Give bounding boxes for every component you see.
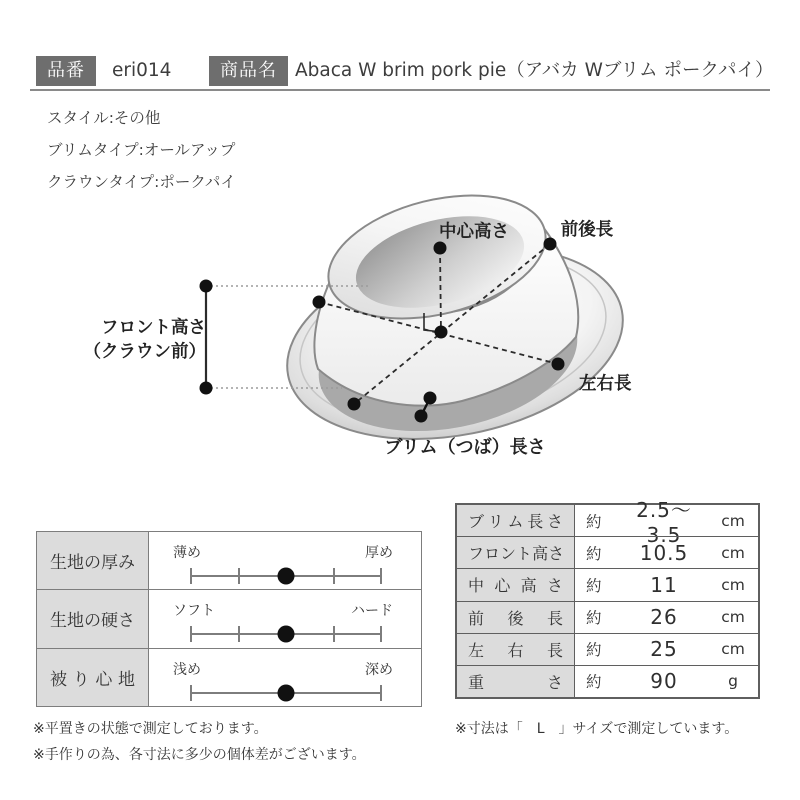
left-right-label: 左右長 bbox=[579, 374, 632, 394]
slider-max-label: ハード bbox=[351, 603, 393, 620]
slider-tick bbox=[190, 685, 192, 701]
measurement-unit: cm bbox=[721, 511, 745, 530]
slider-value-dot bbox=[278, 626, 295, 643]
measurement-value: 90 bbox=[650, 669, 678, 694]
measure-dot bbox=[200, 382, 213, 395]
attribute-slider-fit-depth bbox=[149, 649, 421, 706]
spec-brim-type-value: オールアップ bbox=[143, 141, 236, 159]
measurement-approx: 約 bbox=[586, 512, 602, 531]
slider-track bbox=[191, 685, 381, 701]
attribute-label: 被 り 心 地 bbox=[37, 649, 149, 706]
spec-crown-type-label: クラウンタイプ: bbox=[47, 173, 160, 191]
spec-crown-type-value: ポークパイ bbox=[159, 173, 236, 191]
brim-length-label: ブリム（つば）長さ bbox=[384, 437, 546, 458]
hat-measurement-diagram bbox=[30, 185, 770, 485]
slider-max-label: 厚め bbox=[365, 545, 393, 561]
slider-tick bbox=[380, 626, 382, 642]
slider-min-label: ソフト bbox=[173, 603, 215, 620]
measurement-unit: g bbox=[728, 672, 738, 691]
measurement-cell bbox=[575, 602, 758, 633]
spec-brim-type bbox=[47, 138, 235, 160]
measurement-value: 2.5～3.5 bbox=[636, 498, 692, 548]
measurement-cell bbox=[575, 537, 758, 568]
measure-dot bbox=[415, 410, 428, 423]
measurement-row-weight bbox=[457, 665, 758, 697]
product-name-value: Abaca W brim pork pie（アバカ Wブリム ポークパイ） bbox=[295, 60, 774, 81]
slider-min-label: 薄め bbox=[173, 545, 201, 561]
footnote-size-l: ※寸法は「 L 」サイズで測定しています。 bbox=[455, 721, 739, 737]
slider-end-labels bbox=[173, 542, 393, 562]
slider-tick bbox=[190, 568, 192, 584]
measurement-row-brim bbox=[457, 498, 758, 548]
attribute-label: 生 地 の 硬 さ bbox=[37, 590, 149, 647]
footnote-handmade: ※手作りの為、各寸法に多少の個体差がございます。 bbox=[33, 747, 366, 763]
spec-brim-type-label: ブリムタイプ: bbox=[47, 141, 144, 159]
slider-max-label: 深め bbox=[365, 661, 393, 678]
item-number-badge: 品番 bbox=[36, 56, 96, 86]
measurement-approx: 約 bbox=[586, 544, 602, 563]
measurement-row-center-height bbox=[457, 568, 758, 600]
slider-end-labels bbox=[173, 659, 393, 679]
measure-dot bbox=[434, 242, 447, 255]
attribute-row-fit-depth bbox=[37, 648, 421, 706]
measurement-unit: cm bbox=[721, 543, 745, 562]
spec-style-value: その他 bbox=[113, 109, 161, 127]
slider-track bbox=[191, 568, 381, 584]
slider-track bbox=[191, 626, 381, 642]
slider-value-dot bbox=[278, 684, 295, 701]
slider-value-dot bbox=[278, 568, 295, 585]
center-height-label: 中心高さ bbox=[439, 222, 509, 242]
measurement-unit: cm bbox=[721, 640, 745, 659]
attribute-row-thickness bbox=[37, 532, 421, 589]
attribute-slider-stiffness bbox=[149, 590, 421, 647]
measurement-unit: cm bbox=[721, 575, 745, 594]
measurement-label: ブ リ ム 長 さ bbox=[457, 505, 575, 536]
measurement-approx: 約 bbox=[586, 673, 602, 692]
slider-tick bbox=[380, 685, 382, 701]
measurement-cell bbox=[575, 569, 758, 600]
spec-style bbox=[47, 106, 160, 128]
measurement-row-front-height bbox=[457, 536, 758, 568]
measurement-approx: 約 bbox=[586, 641, 602, 660]
measurement-unit: cm bbox=[721, 608, 745, 627]
slider-min-label: 浅め bbox=[173, 661, 201, 678]
slider-tick bbox=[238, 626, 240, 642]
measurement-value: 11 bbox=[650, 572, 678, 597]
slider-tick bbox=[333, 626, 335, 642]
slider-tick bbox=[238, 568, 240, 584]
measurement-label: 前 後 長 bbox=[457, 602, 575, 633]
measure-dot bbox=[435, 326, 448, 339]
measurement-cell bbox=[575, 666, 758, 697]
measure-dot bbox=[313, 296, 326, 309]
front-height-label-line1: フロント高さ bbox=[101, 318, 206, 338]
measure-dot bbox=[552, 358, 565, 371]
measure-dot bbox=[200, 280, 213, 293]
measurement-cell bbox=[575, 634, 758, 665]
footnote-flat-measure: ※平置きの状態で測定しております。 bbox=[33, 721, 268, 737]
header-divider bbox=[30, 89, 770, 91]
measurement-row-left-right bbox=[457, 633, 758, 665]
measurement-approx: 約 bbox=[586, 576, 602, 595]
spec-style-label: スタイル: bbox=[47, 109, 114, 127]
slider-tick bbox=[333, 568, 335, 584]
product-name-badge: 商品名 bbox=[209, 56, 288, 86]
slider-end-labels bbox=[173, 600, 393, 620]
measurement-row-front-back bbox=[457, 601, 758, 633]
measurement-value: 26 bbox=[650, 605, 678, 630]
measurement-table bbox=[455, 498, 760, 699]
attribute-row-stiffness bbox=[37, 589, 421, 647]
measurement-approx: 約 bbox=[586, 609, 602, 628]
front-height-label-line2: （クラウン前） bbox=[83, 342, 206, 362]
attribute-slider-thickness bbox=[149, 532, 421, 589]
slider-tick bbox=[380, 568, 382, 584]
front-back-label: 前後長 bbox=[560, 220, 614, 240]
measurement-value: 10.5 bbox=[639, 540, 689, 565]
measurement-value: 25 bbox=[650, 637, 678, 662]
footnotes-left bbox=[33, 716, 366, 768]
attribute-table bbox=[36, 531, 422, 707]
measurement-label: フ ロ ン ト 高 さ bbox=[457, 537, 575, 568]
measure-dot bbox=[348, 398, 361, 411]
measurement-label: 中 心 高 さ bbox=[457, 569, 575, 600]
attribute-label: 生 地 の 厚 み bbox=[37, 532, 149, 589]
measurement-cell bbox=[575, 498, 758, 548]
slider-tick bbox=[190, 626, 192, 642]
item-number-value: eri014 bbox=[112, 60, 172, 81]
measurement-label: 左 右 長 bbox=[457, 634, 575, 665]
measurement-label: 重 さ bbox=[457, 666, 575, 697]
measure-dot bbox=[424, 392, 437, 405]
measure-dot bbox=[544, 238, 557, 251]
